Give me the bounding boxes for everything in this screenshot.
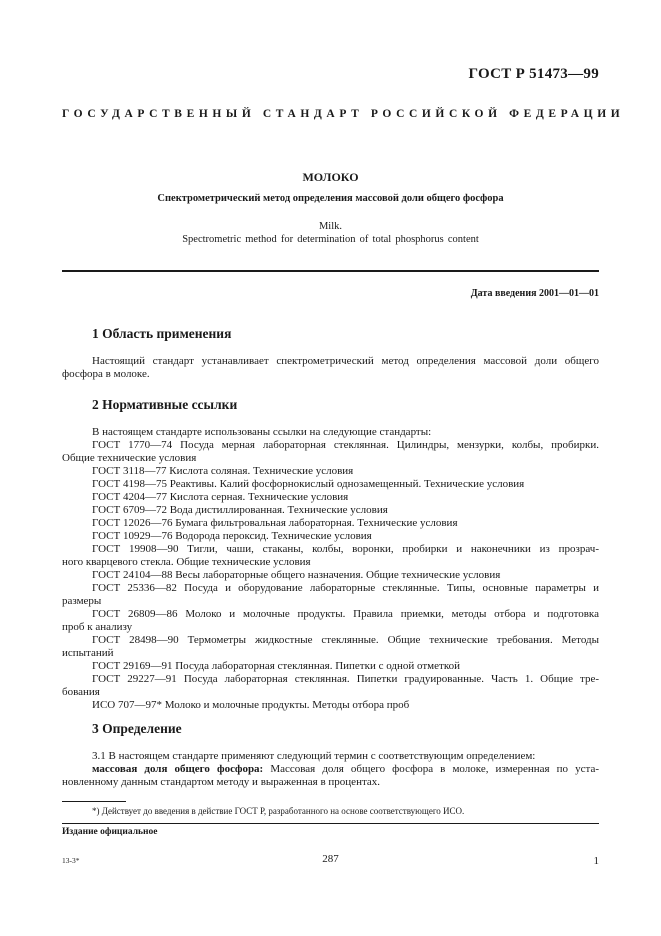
reference-line: размеры bbox=[62, 595, 102, 607]
reference-line: ГОСТ 6709—72 Вода дистиллированная. Технические условия bbox=[92, 504, 388, 516]
reference-line: ГОСТ 28498—90 Термометры жидкостные стеклянные. Общие технические требования. Методы bbox=[92, 634, 599, 646]
document-subtitle: Спектрометрический метод определения массовой доли общего фосфора bbox=[157, 193, 504, 204]
reference-line: ГОСТ 1770—74 Посуда мерная лабораторная стеклянная. Цилиндры, мензурки, колбы, пробирки. bbox=[92, 439, 599, 451]
reference-line: ГОСТ 19908—90 Тигли, чаши, стаканы, колбы, воронки, пробирки и наконечники из прозрач- bbox=[92, 543, 599, 555]
document-title-en: Milk. bbox=[318, 221, 343, 232]
document-title: МОЛОКО bbox=[302, 170, 359, 184]
document-subtitle-en: Spectrometric method for determination of total phosphorus content bbox=[182, 234, 479, 245]
edition-label: Издание официальное bbox=[62, 827, 158, 837]
footnote-divider bbox=[62, 801, 126, 802]
section-heading-references: 2 Нормативные ссылки bbox=[92, 397, 238, 412]
reference-line: ГОСТ 25336—82 Посуда и оборудование лабораторные стеклянные. Типы, основные параметры и bbox=[92, 582, 599, 594]
reference-line: испытаний bbox=[62, 647, 114, 659]
reference-line: проб к анализу bbox=[62, 621, 133, 633]
title-divider bbox=[62, 270, 599, 272]
section-heading-definition: 3 Определение bbox=[92, 721, 182, 736]
reference-line: Общие технические условия bbox=[62, 452, 197, 464]
gost-number: ГОСТ Р 51473—99 bbox=[468, 66, 599, 82]
paragraph-line: Настоящий стандарт устанавливает спектрометрический метод определения массовой доли общего bbox=[92, 355, 599, 367]
print-signature: 13-3* bbox=[62, 856, 80, 865]
state-standard-title: ГОСУДАРСТВЕННЫЙ СТАНДАРТ РОССИЙСКОЙ ФЕДЕРАЦИИ bbox=[62, 108, 625, 120]
definition-line: новленному данным стандартом методу и выраженная в процентах. bbox=[62, 776, 381, 788]
reference-line: ГОСТ 10929—76 Водорода пероксид. Технические условия bbox=[92, 530, 372, 542]
reference-line: ГОСТ 29169—91 Посуда лабораторная стеклянная. Пипетки с одной отметкой bbox=[92, 660, 461, 672]
reference-line: ГОСТ 3118—77 Кислота соляная. Технические условия bbox=[92, 465, 354, 477]
reference-line: бования bbox=[62, 686, 100, 698]
reference-line: ГОСТ 12026—76 Бумага фильтровальная лабораторная. Технические условия bbox=[92, 517, 458, 529]
sheet-number: 1 bbox=[593, 855, 599, 867]
footnote: *) Действует до введения в действие ГОСТ Р, разработанного на основе соответствующего ИСО. bbox=[92, 806, 465, 816]
reference-line: ГОСТ 4198—75 Реактивы. Калий фосфорнокислый однозамещенный. Технические условия bbox=[92, 478, 525, 490]
reference-line: ного кварцевого стекла. Общие технические условия bbox=[62, 556, 311, 568]
reference-line: В настоящем стандарте использованы ссылки на следующие стандарты: bbox=[92, 426, 432, 438]
intro-date: Дата введения 2001—01—01 bbox=[470, 288, 599, 299]
term-definition: Массовая доля общего фосфора в молоке, измеренная по уста- bbox=[263, 763, 599, 775]
page-number: 287 bbox=[322, 853, 339, 865]
edition-divider bbox=[62, 823, 599, 824]
definition-term-line bbox=[62, 763, 599, 776]
section-heading-scope: 1 Область применения bbox=[92, 326, 232, 341]
reference-line: ГОСТ 4204—77 Кислота серная. Технические условия bbox=[92, 491, 349, 503]
reference-line: ГОСТ 29227—91 Посуда лабораторная стеклянная. Пипетки градуированные. Часть 1. Общие тре- bbox=[92, 673, 599, 685]
reference-line: ИСО 707—97* Молоко и молочные продукты. Методы отбора проб bbox=[92, 699, 410, 711]
defined-term: массовая доля общего фосфора: bbox=[92, 763, 264, 775]
reference-line: ГОСТ 24104—88 Весы лабораторные общего назначения. Общие технические условия bbox=[92, 569, 501, 581]
paragraph-line: фосфора в молоке. bbox=[62, 368, 150, 380]
reference-line: ГОСТ 26809—86 Молоко и молочные продукты. Правила приемки, методы отбора и подготовка bbox=[92, 608, 599, 620]
definition-line: 3.1 В настоящем стандарте применяют следующий термин с соответствующим определением: bbox=[92, 750, 536, 762]
